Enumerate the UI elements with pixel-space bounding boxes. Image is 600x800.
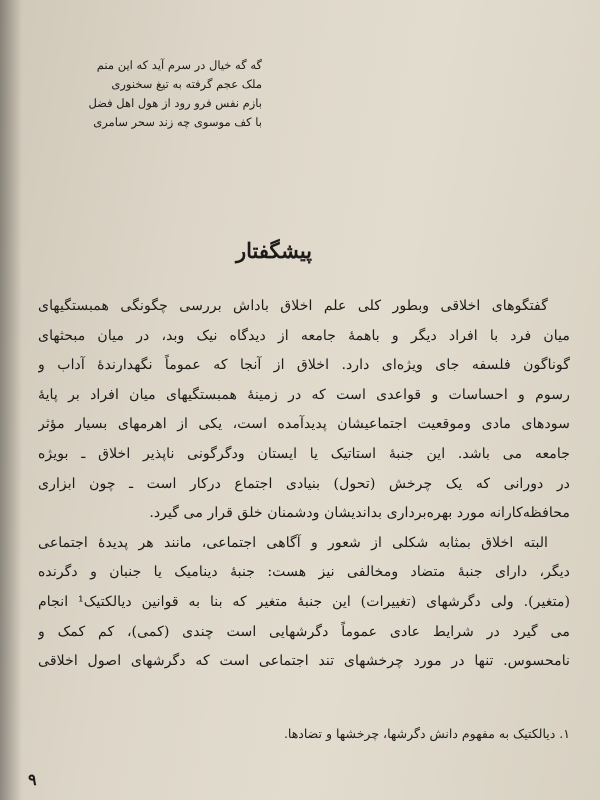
poem-line: گه گه خیال در سرم آید که این منم [96,58,262,72]
paragraph-1-line: سودهای مادی وموقعیت اجتماعیشان پدیدآمده است، یکی از اهرمهای بسیار مؤثر [38,416,570,433]
poem-line: با کف موسوی چه زند سحر سامری [93,115,262,129]
paragraph-2-line: (متغیر). ولی دگرشهای (تغییرات) این جنبهٔ متغیر که بنا به قوانین دیالکتیک¹ انجام [38,593,570,610]
poem-line: بازم نفس فرو رود از هول اهل فضل [88,96,262,110]
section-heading: پیشگفتار [235,238,312,263]
paragraph-1-line: در دورانی که یک چرخش (تحول) بنیادی اجتماع درکار است ـ چون ابزاری [38,475,570,492]
paragraph-1-line: رسوم و احساسات و قواعدی است که در زمینهٔ همبستگیهای میان افراد بر پایهٔ [38,386,570,403]
poem-line: ملک عجم گرفته به تیغ سخنوری [111,77,262,91]
paragraph-2-line: دیگر، دارای جنبهٔ متضاد ومخالفی نیز هست: جنبهٔ دینامیک یا جنبان و دگرنده [38,564,570,581]
paragraph-2-line: نامحسوس. تنها در مورد چرخشهای تند اجتماعی است که دگرشهای اصول اخلاقی [38,653,570,670]
page-gutter-shadow [0,0,22,800]
footnote: ۱. دیالکتیک به مفهوم دانش دگرشها، چرخشها و تضادها. [283,726,570,741]
body-text [38,292,570,677]
paragraph-1-line: محافظه‌کارانه مورد بهره‌برداری بداندیشان ودشمنان خلق قرار می گیرد. [149,505,570,522]
paragraph-1-line: جامعه می باشد. این جنبهٔ استاتیک یا ایستان ودگرگونی ناپذیر اخلاق ـ بویژه [38,445,570,462]
paragraph-2-line: البته اخلاق بمثابه شکلی از شعور و آگاهی اجتماعی، مانند هر پدیدهٔ اجتماعی [38,534,548,551]
paragraph-1-line: گفتگوهای اخلاقی وبطور کلی علم اخلاق باداش بررسی چگونگی همبستگیهای [38,298,548,314]
epigraph-poem [30,56,262,132]
page-number: ۹ [28,770,37,789]
paragraph-2-line: می گیرد در شرایط عادی عموماً دگرشهایی است چندی (کمی)، کم کمک و [38,623,570,640]
paragraph-1-line: میان فرد با افراد دیگر و باهمهٔ جامعه از دیدگاه نیک وبد، در میان مبحثهای [38,327,570,344]
paragraph-1-line: گوناگون فلسفه جای ویژه‌ای دارد. اخلاق از آنجا که عموماً نگهدارندهٔ آداب و [38,357,570,374]
